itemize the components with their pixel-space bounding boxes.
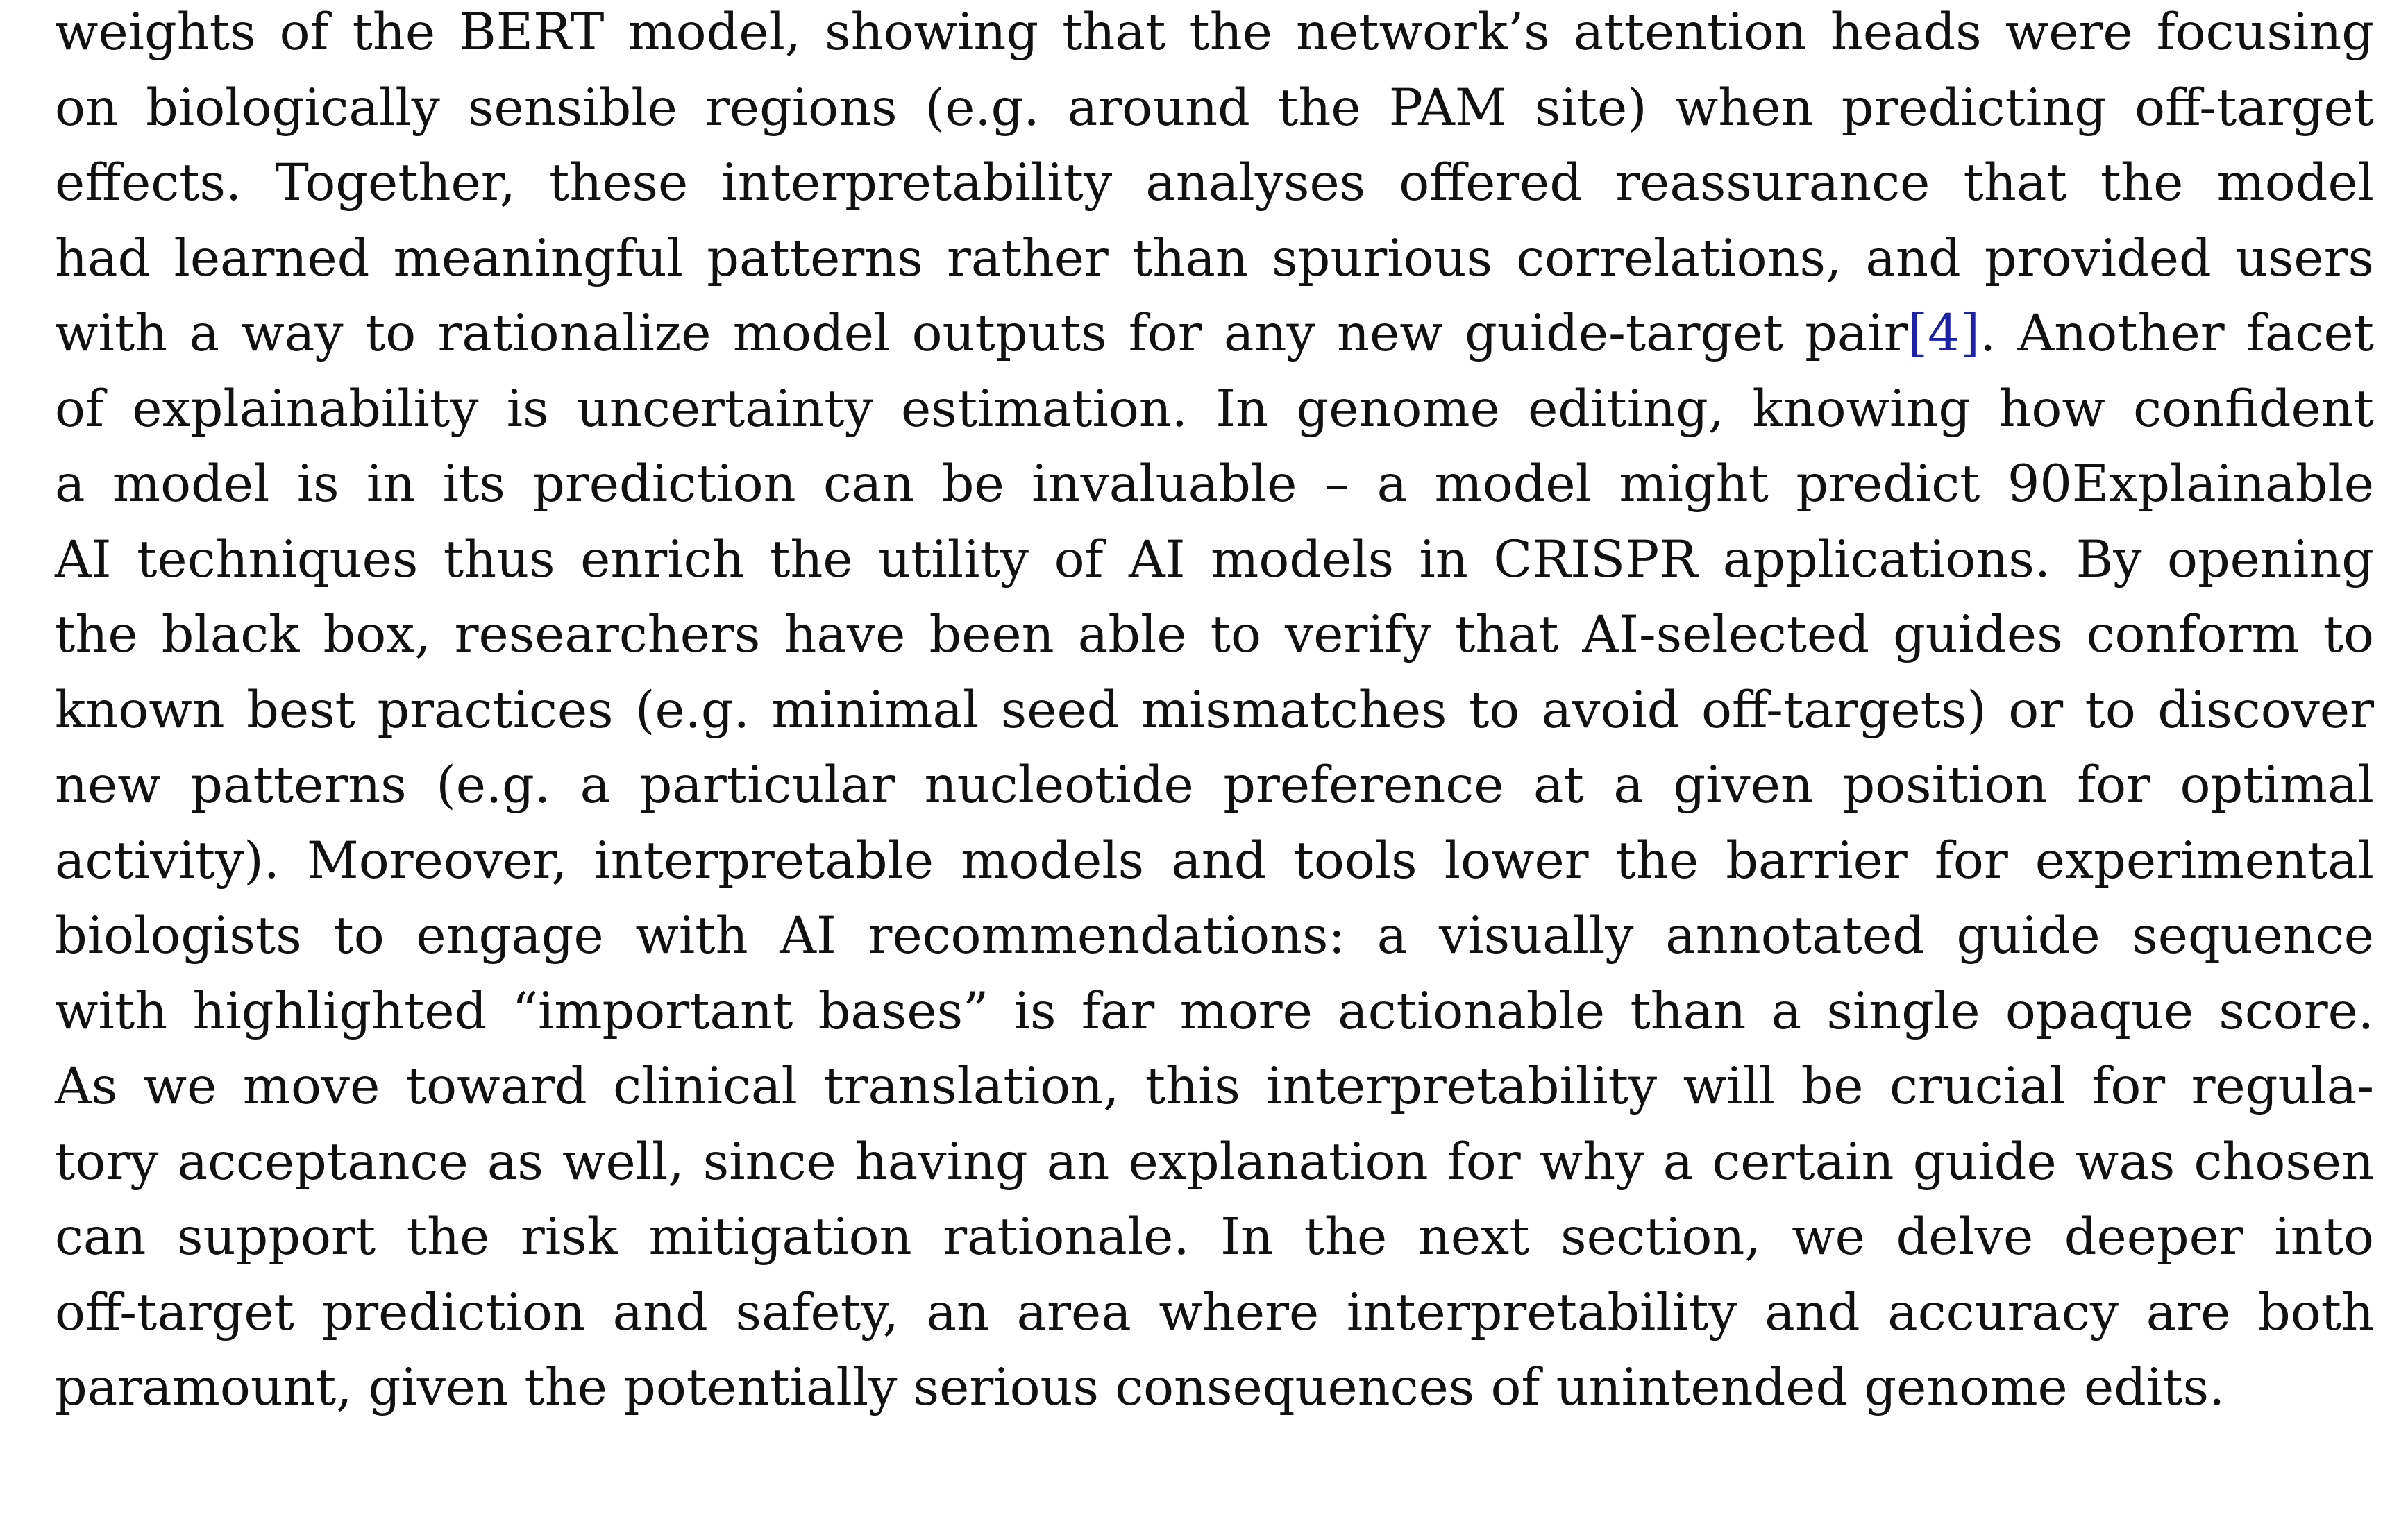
body-paragraph [55,0,2374,1431]
text-line: tory acceptance as well, since having an explanation for why a certain guide was chosen [55,1132,2374,1192]
text-line: off-target prediction and safety, an area where interpretability and accuracy are both [55,1282,2374,1342]
text-segment: with a way to rationalize model outputs for any new guide-target pair [55,304,1908,363]
text-line-with-citation [55,301,2374,377]
text-line-last: paramount, given the potentially serious consequences of unintended genome edits. [55,1358,2225,1417]
citation-link[interactable]: 4 [1928,304,1960,363]
text-line: had learned meaningful patterns rather than spurious correlations, and provided users [55,228,2374,288]
text-line: AI techniques thus enrich the utility of AI models in CRISPR applications. By opening [55,529,2374,589]
text-segment: . Another facet [1980,304,2374,363]
text-line: activity). Moreover, interpretable models and tools lower the barrier for experimental [55,831,2374,890]
text-line: known best practices (e.g. minimal seed mismatches to avoid off-targets) or to discover [55,680,2374,740]
text-line: a model is in its prediction can be invaluable – a model might predict 90Explainable [55,455,2374,514]
text-line: on biologically sensible regions (e.g. around the PAM site) when predicting off-target [55,78,2374,137]
text-line: As we move toward clinical translation, this interpretability will be crucial for regula- [55,1057,2374,1116]
paper-page [55,0,2374,1431]
text-line: with highlighted “important bases” is far more actionable than a single opaque score. [55,981,2374,1041]
text-line: of explainability is uncertainty estimation. In genome editing, knowing how confident [55,379,2374,439]
text-line: effects. Together, these interpretability analyses offered reassurance that the model [55,153,2374,212]
citation-close-bracket: ] [1960,304,1980,363]
text-line: new patterns (e.g. a particular nucleotide preference at a given position for optimal [55,756,2374,815]
text-line: the black box, researchers have been able to verify that AI-selected guides conform to [55,605,2374,664]
text-line: weights of the BERT model, showing that the network’s attention heads were focusing [55,3,2374,62]
text-line: biologists to engage with AI recommendations: a visually annotated guide sequence [55,906,2374,965]
citation-open-bracket: [ [1908,304,1928,363]
text-line: can support the risk mitigation rationale. In the next section, we delve deeper into [55,1207,2374,1266]
